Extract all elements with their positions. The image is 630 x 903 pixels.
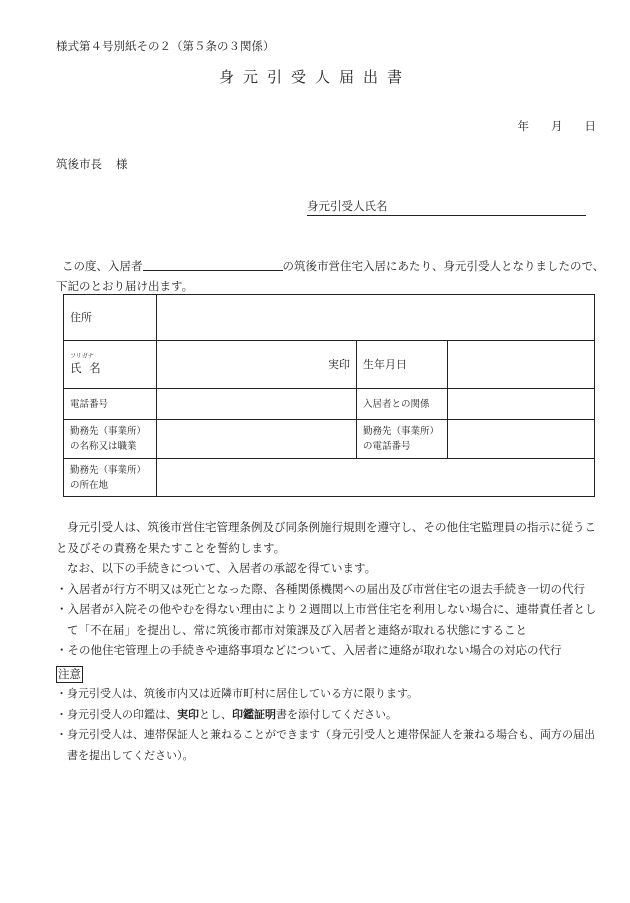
guarantor-name-label: 身元引受人氏名 <box>307 199 388 213</box>
pledge-section <box>56 517 601 766</box>
name-field[interactable] <box>157 341 357 389</box>
procedure-item: ・その他住宅管理上の手続きや連絡事項などについて、入居者に連絡が取れない場合の対応の代行 <box>56 643 562 657</box>
furigana-label: フリガナ <box>70 352 94 360</box>
document-title: 身元引受人届出書 <box>218 68 411 86</box>
addressee-honorific: 様 <box>116 157 128 171</box>
date-line <box>518 118 597 134</box>
phone-field[interactable] <box>157 389 357 420</box>
seal-label: 実印 <box>328 358 350 371</box>
consent-paragraph: なお、以下の手続きについて、入居者の承認を得ています。 <box>67 561 377 575</box>
employer-name-label: 勤務先（事業所） の名称又は職業 <box>64 420 157 459</box>
year-label: 年 <box>517 119 529 133</box>
caution-heading: 注意 <box>58 666 81 681</box>
procedure-item: ・入居者が行方不明又は死亡となった際、各種関係機関への届出及び市営住宅の退去手続き一切の代行 <box>56 581 585 596</box>
pledge-paragraph: 身元引受人は、筑後市営住宅管理条例及び同条例施行規則を遵守し、その他住宅監理員の指示に従うこと及びその責務を果たすことを誓約します。 <box>56 520 596 555</box>
intro-line-2: 下記のとおり届け出ます。 <box>56 279 194 293</box>
resident-name-blank[interactable] <box>143 258 283 271</box>
month-label: 月 <box>551 119 563 133</box>
employer-name-field[interactable] <box>157 420 357 459</box>
name-label: 氏 名 <box>70 360 103 375</box>
procedure-item: ・入居者が入院その他やむを得ない理由により２週間以上市営住宅を利用しない場合に、連帯責任者として「不在届」を提出し、常に筑後市都市対策課及び入居者と連絡が取れる状態にすること <box>56 602 597 637</box>
birthdate-field[interactable] <box>448 341 595 389</box>
birthdate-label: 生年月日 <box>357 341 448 389</box>
intro-line-1: この度、入居者 の筑後市営住宅入居にあたり、身元引受人となりましたので、 <box>62 259 605 273</box>
employer-address-label: 勤務先（事業所） の所在地 <box>64 459 157 497</box>
address-label: 住所 <box>64 295 157 341</box>
guarantor-signature-line[interactable] <box>307 198 586 216</box>
employer-phone-field[interactable] <box>448 420 595 459</box>
employer-phone-label: 勤務先（事業所） の電話番号 <box>357 420 448 459</box>
employer-address-field[interactable] <box>157 459 595 497</box>
addressee-name: 筑後市長 <box>56 157 102 171</box>
form-number: 様式第４号別紙その２（第５条の３関係） <box>56 39 275 53</box>
relation-label: 入居者との関係 <box>357 389 448 420</box>
addressee <box>56 156 128 172</box>
address-field[interactable] <box>157 295 595 341</box>
note-item: ・身元引受人は、筑後市内又は近隣市町村に居住している方に限ります。 <box>56 687 419 700</box>
phone-label: 電話番号 <box>64 389 157 420</box>
name-label-cell <box>64 341 157 389</box>
caution-section <box>56 664 601 767</box>
relation-field[interactable] <box>448 389 595 420</box>
day-label: 日 <box>584 119 596 133</box>
note-item: ・身元引受人の印鑑は、実印とし、印鑑証明書を添付してください。 <box>56 707 397 721</box>
note-item: ・身元引受人は、連帯保証人と兼ねることができます（身元引受人と連帯保証人を兼ねる場合も、両方の届出書を提出してください）。 <box>56 728 595 762</box>
guarantor-info-table <box>63 294 595 497</box>
